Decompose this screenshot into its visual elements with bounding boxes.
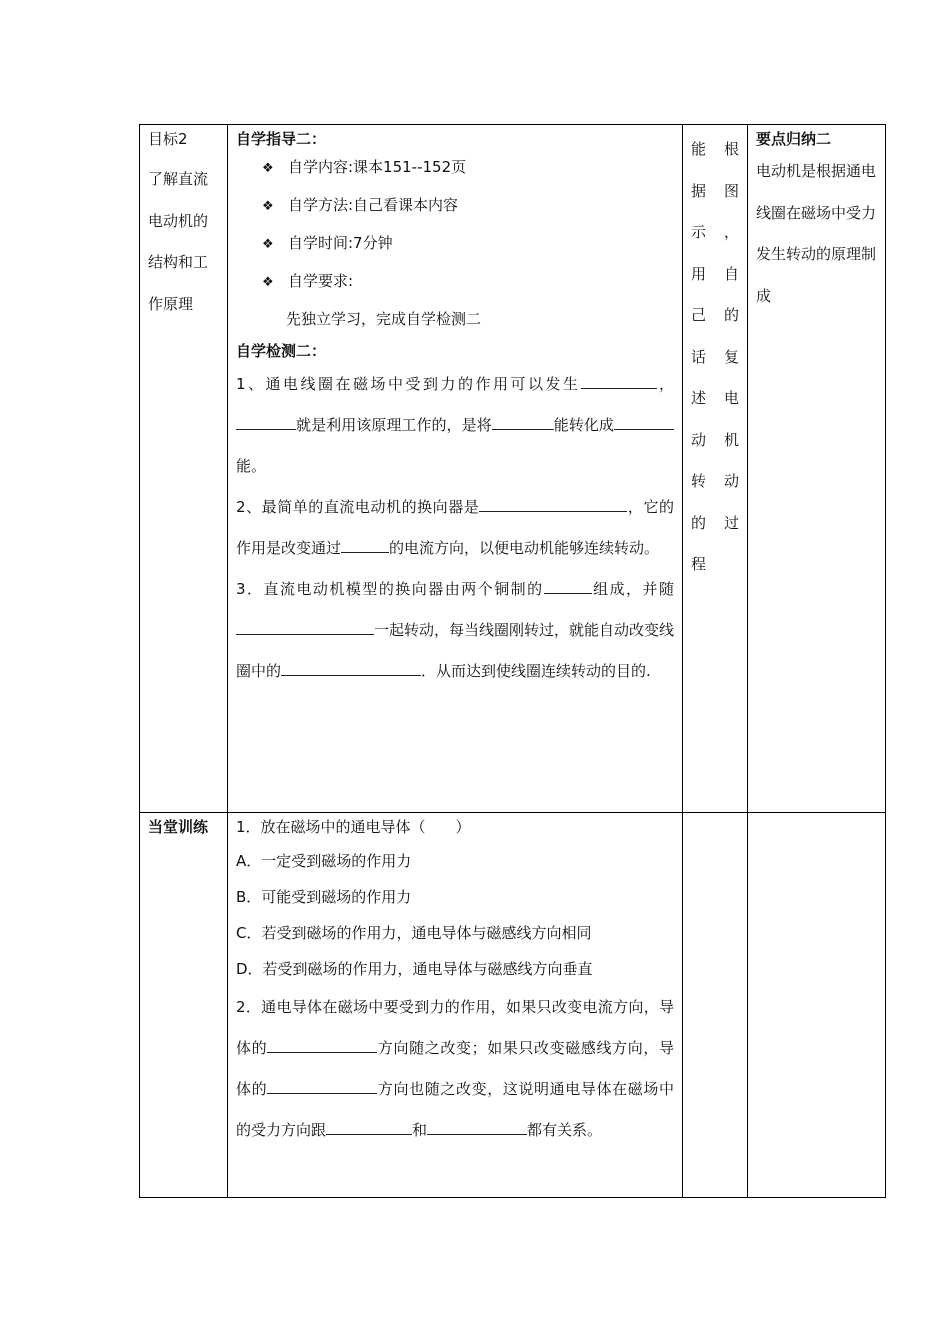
answer-blank[interactable] <box>581 388 657 389</box>
activity-char: 电 <box>723 389 739 407</box>
question-1 <box>236 364 674 487</box>
answer-blank[interactable] <box>281 675 421 676</box>
activity-char: 能 <box>691 140 707 158</box>
goal-label: 目标2 <box>148 130 188 148</box>
activity-char: 据 <box>691 181 707 200</box>
question-text: 它的作用是改变通过 <box>236 498 674 557</box>
answer-blank[interactable] <box>427 1134 527 1135</box>
list-item <box>236 225 674 263</box>
question-text: ．从而达到使线圈连续转动的目的. <box>421 662 651 680</box>
answer-blank[interactable] <box>341 552 389 553</box>
answer-blank[interactable] <box>614 429 674 430</box>
lesson-table <box>139 124 886 1198</box>
question-text: 能转化成 <box>553 416 614 434</box>
bullet-text: 自学要求: <box>288 272 354 290</box>
activity-char: 动 <box>691 430 707 449</box>
training-question-2 <box>236 987 674 1151</box>
activity-char: 复 <box>723 347 739 366</box>
guide-cell <box>228 125 683 813</box>
question-3 <box>236 569 674 692</box>
question-text: 就是利用该原理工作的，是将 <box>296 416 492 434</box>
activity-char: 述 <box>691 389 707 407</box>
guide-title: 自学指导二： <box>236 130 327 148</box>
training-cell <box>228 813 683 1198</box>
question-text: 和 <box>412 1121 428 1139</box>
answer-blank[interactable] <box>267 1052 377 1053</box>
goal-cell <box>140 125 228 813</box>
question-text: 都有关系。 <box>527 1121 603 1139</box>
question-text: 能。 <box>236 457 267 475</box>
training-label-cell <box>140 813 228 1198</box>
training-label: 当堂训练 <box>148 818 209 836</box>
diamond-bullet-icon: ❖ <box>262 275 274 290</box>
activity-char: 图 <box>723 181 739 200</box>
activity-char: 自 <box>723 264 739 283</box>
detection-title: 自学检测二： <box>236 342 327 360</box>
answer-blank[interactable] <box>267 1093 377 1094</box>
question-2 <box>236 487 674 569</box>
option-a[interactable]: A．一定受到磁场的作用力 <box>236 852 412 870</box>
activity-cell <box>683 125 748 813</box>
list-item <box>236 149 674 187</box>
activity-char: 动 <box>723 472 739 490</box>
summary-body: 电动机是根据通电线圈在磁场中受力发生转动的原理制成 <box>756 162 877 305</box>
guide-requirement: 先独立学习，完成自学检测二 <box>286 310 482 328</box>
question-text: 3．直流电动机模型的换向器由两个铜制的 <box>236 580 544 598</box>
question-text: 的电流方向，以便电动机能够连续转动。 <box>389 539 660 557</box>
question-text: 组成，并随 <box>591 580 674 598</box>
option-b[interactable]: B．可能受到磁场的作用力 <box>236 888 412 906</box>
question-text: 2、最简单的直流电动机的换向器是 <box>236 498 480 516</box>
answer-blank[interactable] <box>236 634 374 635</box>
option-d[interactable]: D．若受到磁场的作用力，通电导体与磁感线方向垂直 <box>236 960 593 978</box>
activity-char: 机 <box>723 430 739 449</box>
question-text: 方向随之改变；如果只改变磁感线方向，导体的 <box>236 1039 674 1098</box>
goal-line: 了解直流 <box>148 170 209 188</box>
activity-char: 根 <box>723 140 739 158</box>
goal-line: 结构和工 <box>148 253 209 271</box>
answer-blank[interactable] <box>236 429 296 430</box>
goal-line: 电动机的 <box>148 211 209 230</box>
diamond-bullet-icon: ❖ <box>262 237 274 252</box>
training-question-1: 1．放在磁场中的通电导体（ ） <box>236 818 471 836</box>
bullet-text: 自学时间:7分钟 <box>288 234 393 252</box>
empty-cell <box>748 813 886 1198</box>
answer-blank[interactable] <box>479 511 627 512</box>
question-text: 方向也随之改变，这说明通电导体在磁场中的受力方向跟 <box>236 1080 674 1139</box>
activity-char: 话 <box>691 347 707 366</box>
answer-blank[interactable] <box>326 1134 412 1135</box>
bullet-text: 自学方法:自己看课本内容 <box>288 196 459 214</box>
diamond-bullet-icon: ❖ <box>262 199 274 214</box>
table-row <box>140 125 886 813</box>
diamond-bullet-icon: ❖ <box>262 161 274 176</box>
activity-char: 的 <box>723 306 739 324</box>
activity-char: 的 <box>691 513 707 532</box>
question-text: ， <box>656 375 674 393</box>
activity-char: 示 <box>691 223 707 241</box>
list-item <box>236 187 674 225</box>
goal-line: 作原理 <box>148 294 194 313</box>
question-text: 2．通电导体在磁场中要受到力的作用，如果只改变电流方向，导体的 <box>236 998 674 1057</box>
question-text: 1、通电线圈在磁场中受到力的作用可以发生 <box>236 375 581 393</box>
activity-char: 己 <box>691 306 707 324</box>
question-text: ， <box>627 498 644 516</box>
table-row <box>140 813 886 1198</box>
option-c[interactable]: C．若受到磁场的作用力，通电导体与磁感线方向相同 <box>236 924 592 942</box>
bullet-text: 自学内容:课本151--152页 <box>288 158 467 176</box>
list-item <box>236 263 674 301</box>
activity-char: 过 <box>723 513 739 532</box>
activity-text <box>691 129 739 586</box>
activity-char: 程 <box>691 555 707 573</box>
empty-cell <box>683 813 748 1198</box>
answer-blank[interactable] <box>492 429 554 430</box>
activity-char: 用 <box>691 264 707 283</box>
question-text: 一起转动，每当线圈刚转过，就能自动改变线圈中的 <box>236 621 675 680</box>
activity-char: ， <box>723 223 739 241</box>
summary-title: 要点归纳二 <box>756 130 832 148</box>
answer-blank[interactable] <box>544 593 592 594</box>
summary-cell <box>748 125 886 813</box>
activity-char: 转 <box>691 472 707 490</box>
